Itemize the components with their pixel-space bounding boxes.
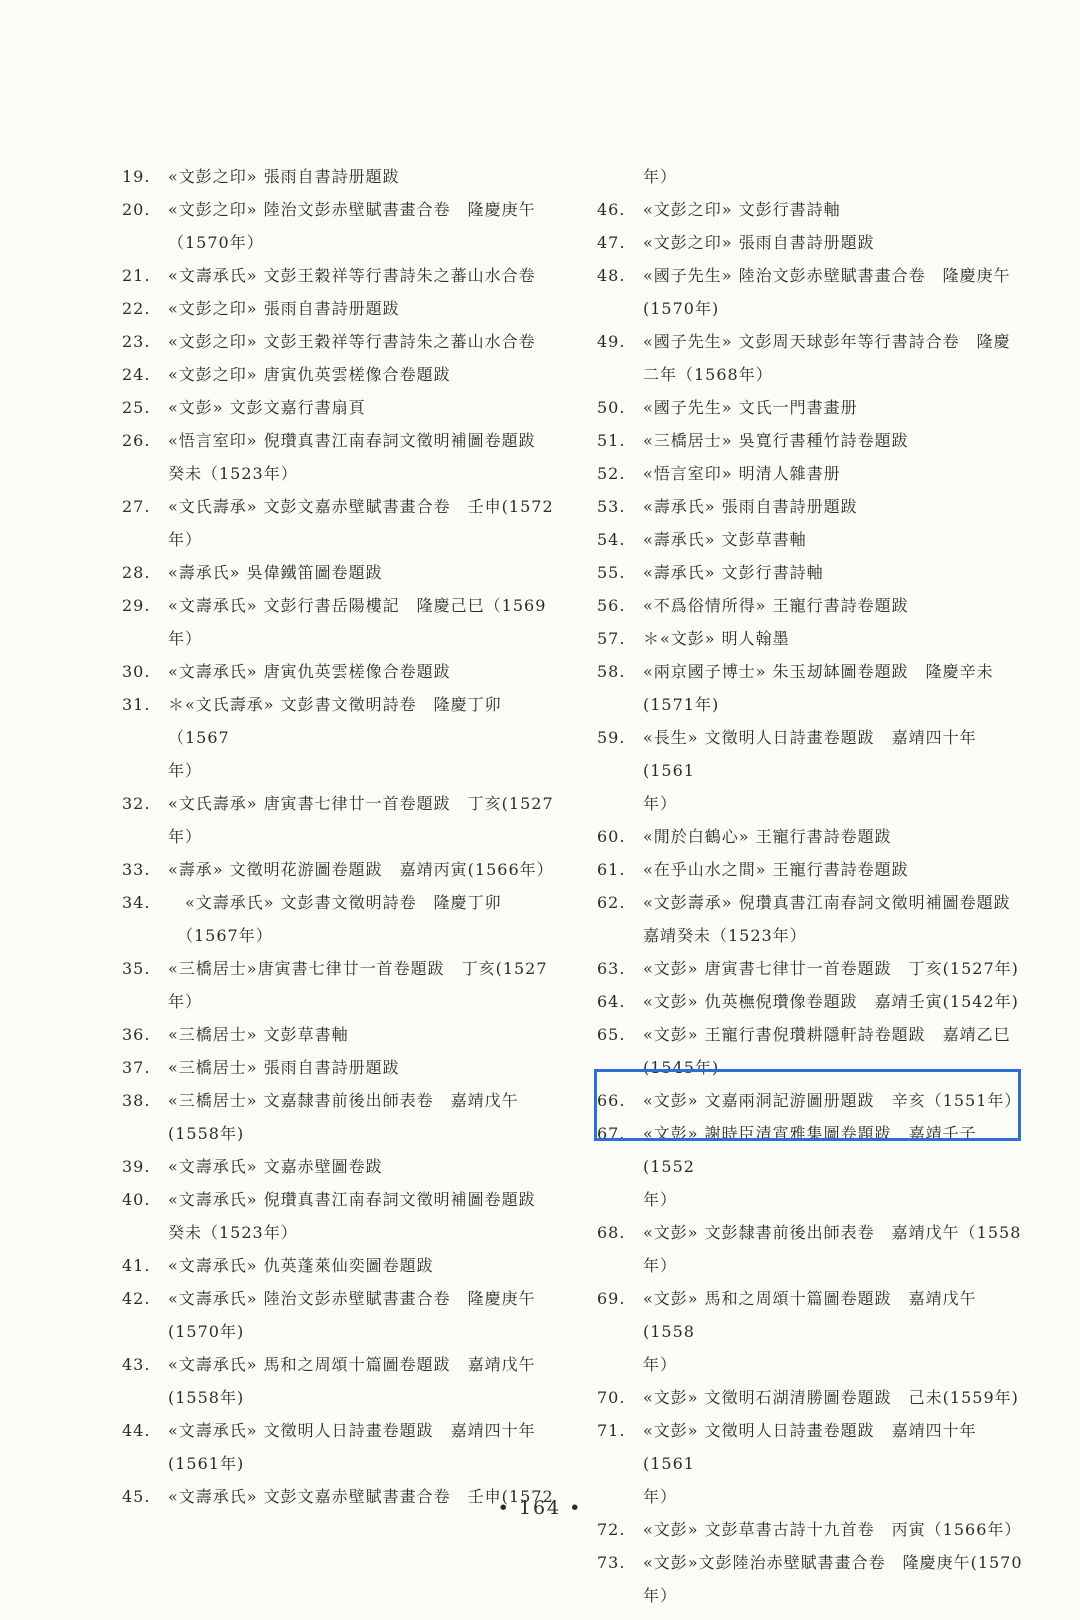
entry-text: «壽承氏» 文彭草書軸: [643, 530, 807, 549]
catalog-entry: [122, 490, 562, 556]
entry-continuation: 年）: [643, 1586, 678, 1605]
entry-number: 30.: [122, 662, 151, 681]
catalog-entry: [122, 1183, 562, 1249]
catalog-entry: [122, 688, 562, 787]
entry-number: 34.: [122, 893, 151, 912]
entry-number: 41.: [122, 1256, 151, 1275]
catalog-entry: [122, 1150, 562, 1183]
entry-text: «文壽承氏» 唐寅仇英雲槎像合卷題跋: [168, 662, 451, 681]
entry-number: 61.: [597, 860, 626, 879]
entry-continuation: 年）: [643, 1355, 678, 1374]
entry-number: 19.: [122, 167, 151, 186]
entry-number: 67.: [597, 1124, 626, 1143]
entry-text: «壽承氏» 文彭行書詩軸: [643, 563, 824, 582]
catalog-entry: [122, 952, 562, 1018]
entry-continuation: 年）: [643, 1256, 678, 1275]
entry-text: «閒於白鶴心» 王寵行書詩卷題跋: [643, 827, 892, 846]
catalog-entry: [122, 655, 562, 688]
catalog-entry: [597, 193, 1027, 226]
entry-continuation: 二年（1568年）: [643, 365, 773, 384]
entry-text: «不爲俗情所得» 王寵行書詩卷題跋: [643, 596, 909, 615]
entry-number: 39.: [122, 1157, 151, 1176]
entry-text: «文壽承氏» 倪瓚真書江南春詞文徵明補圖卷題跋: [168, 1190, 536, 1209]
entry-continuation: 癸未（1523年）: [168, 1223, 298, 1242]
entry-text: ＊«文彭» 明人翰墨: [643, 629, 790, 648]
catalog-entry: [597, 589, 1027, 622]
entry-continuation: (1571年): [643, 695, 720, 714]
entry-continuation: （1570年）: [168, 233, 264, 252]
entry-text: «文彭» 文徵明石湖清勝圖卷題跋 己未(1559年): [643, 1388, 1019, 1407]
entry-number: 48.: [597, 266, 626, 285]
entry-text: «文壽承氏» 文彭行書岳陽樓記 隆慶己巳（1569: [168, 596, 547, 615]
catalog-entry: [597, 226, 1027, 259]
entry-text: «文壽承氏» 陸治文彭赤壁賦書畫合卷 隆慶庚午: [168, 1289, 536, 1308]
entry-text: «國子先生» 文彭周天球彭年等行書詩合卷 隆慶: [643, 332, 1011, 351]
catalog-entry: [122, 1018, 562, 1051]
entry-continuation: 年）: [643, 1190, 678, 1209]
entry-text: «三橋居士» 吳寬行書種竹詩卷題跋: [643, 431, 909, 450]
highlight-box-entry-67: [594, 1069, 1021, 1141]
entry-continuation: (1561年): [168, 1454, 245, 1473]
catalog-entry: [122, 1282, 562, 1348]
entry-continuation: 年）: [643, 1487, 678, 1506]
catalog-entry: [122, 292, 562, 325]
entry-number: 27.: [122, 497, 151, 516]
entry-text: «文氏壽承» 唐寅書七律廿一首卷題跋 丁亥(1527: [168, 794, 554, 813]
entry-continuation: 年）: [168, 629, 203, 648]
catalog-entry: [122, 193, 562, 259]
entry-text: «文壽承氏» 文彭文嘉赤壁賦書畫合卷 壬申(1572: [168, 1487, 554, 1506]
entry-text: «文壽承氏» 文彭書文徵明詩卷 隆慶丁卯: [168, 893, 502, 912]
entry-number: 69.: [597, 1289, 626, 1308]
entry-number: 25.: [122, 398, 151, 417]
entry-text: «悟言室印» 明清人雜書册: [643, 464, 841, 483]
entry-text: «三橋居士» 文嘉隸書前後出師表卷 嘉靖戊午: [168, 1091, 519, 1110]
catalog-entry: [122, 1051, 562, 1084]
entry-text: «文彭» 文彭草書古詩十九首卷 丙寅（1566年）: [643, 1520, 1022, 1539]
entry-text: «文壽承氏» 馬和之周頌十篇圖卷題跋 嘉靖戊午: [168, 1355, 536, 1374]
entry-number: 28.: [122, 563, 151, 582]
entry-number: 38.: [122, 1091, 151, 1110]
entry-text: «文壽承氏» 文彭王穀祥等行書詩朱之蕃山水合卷: [168, 266, 536, 285]
entry-number: 57.: [597, 629, 626, 648]
catalog-entry: [597, 391, 1027, 424]
entry-number: 56.: [597, 596, 626, 615]
entry-number: 55.: [597, 563, 626, 582]
catalog-entry: [597, 820, 1027, 853]
catalog-entry: [597, 952, 1027, 985]
entry-number: 71.: [597, 1421, 626, 1440]
entry-text: «在乎山水之間» 王寵行書詩卷題跋: [643, 860, 909, 879]
entry-text: «壽承氏» 吳偉鐵笛圖卷題跋: [168, 563, 383, 582]
entry-number: 26.: [122, 431, 151, 450]
entry-number: 47.: [597, 233, 626, 252]
entry-text: «文彭壽承» 倪瓚真書江南春詞文徵明補圖卷題跋: [643, 893, 1011, 912]
entry-number: 22.: [122, 299, 151, 318]
entry-continuation: 年）: [168, 827, 203, 846]
entry-continuation: （1567年）: [168, 926, 273, 945]
catalog-entry: [597, 490, 1027, 523]
catalog-entry: [122, 358, 562, 391]
entry-number: 62.: [597, 893, 626, 912]
entry-number: 53.: [597, 497, 626, 516]
entry-number: 50.: [597, 398, 626, 417]
entry-number: 54.: [597, 530, 626, 549]
entry-text: «文彭»文彭陸治赤壁賦書畫合卷 隆慶庚午(1570: [643, 1553, 1023, 1572]
catalog-entry: [597, 1282, 1027, 1381]
entry-number: 44.: [122, 1421, 151, 1440]
entry-text: ＊«文氏壽承» 文彭書文徵明詩卷 隆慶丁卯（1567: [168, 695, 502, 747]
entry-continuation: 年）: [168, 761, 203, 780]
entry-text: «文彭之印» 文彭王穀祥等行書詩朱之蕃山水合卷: [168, 332, 536, 351]
entry-number: 36.: [122, 1025, 151, 1044]
entry-text: «三橋居士» 張雨自書詩册題跋: [168, 1058, 400, 1077]
entry-text: «文彭» 文徵明人日詩畫卷題跋 嘉靖四十年(1561: [643, 1421, 977, 1473]
entry-text: «文壽承氏» 文徵明人日詩畫卷題跋 嘉靖四十年: [168, 1421, 536, 1440]
entry-text: «文彭之印» 陸治文彭赤壁賦書畫合卷 隆慶庚午: [168, 200, 536, 219]
entry-text: «文壽承氏» 仇英蓬萊仙奕圖卷題跋: [168, 1256, 434, 1275]
catalog-entry: [597, 556, 1027, 589]
catalog-entry: [122, 787, 562, 853]
catalog-entry: [122, 556, 562, 589]
catalog-entry: [597, 259, 1027, 325]
catalog-entry: [597, 160, 1027, 193]
entry-continuation: 年）: [168, 530, 203, 549]
catalog-entry: [122, 1348, 562, 1414]
catalog-entry: [597, 1546, 1027, 1612]
entry-number: 64.: [597, 992, 626, 1011]
entry-number: 24.: [122, 365, 151, 384]
entry-number: 31.: [122, 695, 151, 714]
entry-number: 72.: [597, 1520, 626, 1539]
catalog-entry: [122, 1414, 562, 1480]
catalog-entry: [597, 1216, 1027, 1282]
entry-number: 60.: [597, 827, 626, 846]
catalog-entry: [122, 325, 562, 358]
entry-text: «文彭» 謝時臣清宵雅集圖卷題跋 嘉靖壬子(1552: [643, 1124, 977, 1176]
catalog-entry: [597, 721, 1027, 820]
page-number: • 164 •: [497, 1497, 583, 1519]
catalog-entry: [597, 457, 1027, 490]
entry-number: 35.: [122, 959, 151, 978]
entry-text: «文彭» 唐寅書七律廿一首卷題跋 丁亥(1527年): [643, 959, 1019, 978]
entry-number: 65.: [597, 1025, 626, 1044]
right-column: [597, 160, 1027, 1612]
catalog-entry: [597, 424, 1027, 457]
catalog-entry: [597, 985, 1027, 1018]
entry-number: 59.: [597, 728, 626, 747]
entry-number: 20.: [122, 200, 151, 219]
entry-number: 32.: [122, 794, 151, 813]
entry-continuation: (1558年): [168, 1388, 245, 1407]
entry-number: 42.: [122, 1289, 151, 1308]
entry-text: «長生» 文徵明人日詩畫卷題跋 嘉靖四十年(1561: [643, 728, 977, 780]
entry-number: 29.: [122, 596, 151, 615]
catalog-entry: [122, 1249, 562, 1282]
entry-number: 33.: [122, 860, 151, 879]
catalog-entry: [597, 523, 1027, 556]
entry-number: 23.: [122, 332, 151, 351]
entry-continuation: 年）: [643, 794, 678, 813]
entry-text: «三橋居士»唐寅書七律廿一首卷題跋 丁亥(1527: [168, 959, 548, 978]
entry-text: «文彭之印» 張雨自書詩册題跋: [168, 299, 400, 318]
catalog-entry: [597, 325, 1027, 391]
entry-continuation: (1558年): [168, 1124, 245, 1143]
entry-text: «兩京國子博士» 朱玉刼缽圖卷題跋 隆慶辛未: [643, 662, 994, 681]
catalog-entry: [122, 259, 562, 292]
entry-number: 52.: [597, 464, 626, 483]
catalog-entry: [597, 622, 1027, 655]
entry-text: «文彭之印» 張雨自書詩册題跋: [643, 233, 875, 252]
entry-text: «文彭» 仇英橅倪瓚像卷題跋 嘉靖壬寅(1542年): [643, 992, 1019, 1011]
catalog-entry: [122, 1084, 562, 1150]
catalog-entry: [122, 886, 562, 952]
entry-number: 43.: [122, 1355, 151, 1374]
catalog-entry: [122, 160, 562, 193]
entry-number: 37.: [122, 1058, 151, 1077]
catalog-entry: [597, 655, 1027, 721]
entry-text: «壽承» 文徵明花游圖卷題跋 嘉靖丙寅(1566年）: [168, 860, 554, 879]
catalog-entry: [122, 424, 562, 490]
entry-number: 46.: [597, 200, 626, 219]
catalog-entry: [597, 853, 1027, 886]
entry-number: 58.: [597, 662, 626, 681]
entry-continuation: (1570年): [168, 1322, 245, 1341]
entry-text: «文彭之印» 文彭行書詩軸: [643, 200, 841, 219]
entry-number: 45.: [122, 1487, 151, 1506]
entry-continuation: (1570年): [643, 299, 720, 318]
entry-continuation: 癸未（1523年）: [168, 464, 298, 483]
catalog-entry: [122, 391, 562, 424]
entry-number: 66.: [597, 1091, 626, 1110]
entry-text: «文彭之印» 張雨自書詩册題跋: [168, 167, 400, 186]
entry-text: «文氏壽承» 文彭文嘉赤壁賦書畫合卷 壬申(1572: [168, 497, 554, 516]
entry-text: «文彭之印» 唐寅仇英雲槎像合卷題跋: [168, 365, 451, 384]
entry-number: 51.: [597, 431, 626, 450]
catalog-entry: [597, 886, 1027, 952]
entry-text: «悟言室印» 倪瓚真書江南春詞文徵明補圖卷題跋: [168, 431, 536, 450]
entry-text: «三橋居士» 文彭草書軸: [168, 1025, 349, 1044]
entry-number: 73.: [597, 1553, 626, 1572]
left-column: [122, 160, 562, 1513]
catalog-entry: [122, 853, 562, 886]
entry-continuation: (1545年): [643, 1058, 720, 1077]
entry-number: 70.: [597, 1388, 626, 1407]
entry-continuation: 年）: [168, 992, 203, 1011]
entry-continuation: 嘉靖癸未（1523年）: [643, 926, 807, 945]
entry-number: [597, 160, 643, 193]
catalog-entry: [597, 1381, 1027, 1414]
entry-text: «文壽承氏» 文嘉赤壁圖卷跋: [168, 1157, 383, 1176]
entry-number: 21.: [122, 266, 151, 285]
entry-number: 68.: [597, 1223, 626, 1242]
entry-text: «文彭» 文彭隸書前後出師表卷 嘉靖戊午（1558: [643, 1223, 1022, 1242]
entry-text: «文彭» 王寵行書倪瓚耕隱軒詩卷題跋 嘉靖乙巳: [643, 1025, 1011, 1044]
entry-text: «國子先生» 文氏一門書畫册: [643, 398, 858, 417]
entry-text: «文彭» 馬和之周頌十篇圖卷題跋 嘉靖戊午(1558: [643, 1289, 977, 1341]
entry-text: «國子先生» 陸治文彭赤壁賦書畫合卷 隆慶庚午: [643, 266, 1011, 285]
entry-number: 63.: [597, 959, 626, 978]
catalog-entry: [122, 589, 562, 655]
entry-text: «文彭» 文彭文嘉行書扇頁: [168, 398, 366, 417]
entry-text: 年）: [643, 167, 678, 186]
entry-number: 40.: [122, 1190, 151, 1209]
entry-text: «壽承氏» 張雨自書詩册題跋: [643, 497, 858, 516]
entry-text: «文彭» 文嘉兩洞記游圖册題跋 辛亥（1551年）: [643, 1091, 1022, 1110]
entry-number: 49.: [597, 332, 626, 351]
